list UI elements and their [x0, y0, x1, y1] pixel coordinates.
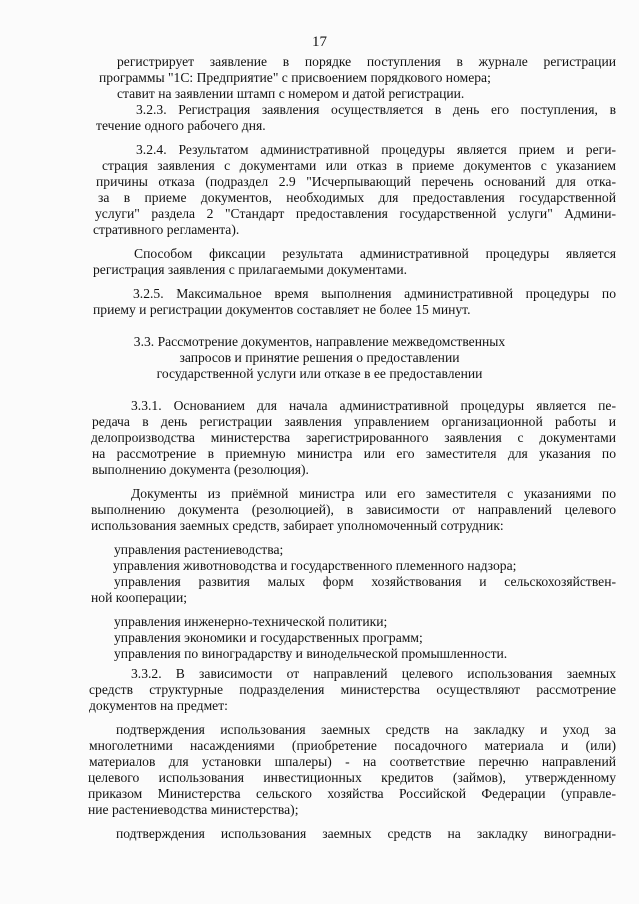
text-line: Документы из приёмной министра или его заместителя с указаниями по — [131, 486, 616, 501]
text-line: 3.3.1. Основанием для начала административной процедуры является пе- — [131, 398, 616, 413]
text-line: Способом фиксации результата административной процедуры является — [134, 246, 616, 261]
text-line: управления растениеводства; — [114, 542, 284, 557]
page-number: 17 — [312, 34, 327, 50]
text-line: ной кооперации; — [91, 590, 187, 605]
text-line: регистрирует заявление в порядке поступления в журнале регистрации — [117, 54, 616, 69]
text-line: средств структурные подразделения министерства осуществляют рассмотрение — [89, 682, 616, 697]
text-line: материалов для установки шпалеры) - на соответствие перечню направлений — [89, 754, 616, 769]
text-line: целевого использования инвестиционных кредитов (займов), утвержденному — [88, 770, 616, 785]
text-line: приему и регистрации документов составляет не более 15 минут. — [93, 302, 471, 317]
text-line: государственной услуги или отказе в ее предоставлении — [156, 366, 483, 381]
text-line: использования заемных средств, забирает уполномоченный сотрудник: — [91, 518, 504, 533]
text-line: управления инженерно-технической политики; — [114, 614, 388, 629]
text-line: делопроизводства министерства зарегистрированного заявления с документами — [91, 430, 616, 445]
text-line: страция заявления с документами или отказ в приеме документов с указанием — [102, 158, 616, 173]
text-line: 3.3.2. В зависимости от направлений целевого использования заемных — [131, 666, 616, 681]
text-line: подтверждения использования заемных средств на закладку и уход за — [116, 722, 616, 737]
text-line: управления экономики и государственных программ; — [114, 630, 423, 645]
text-line: 3.2.3. Регистрация заявления осуществляется в день его поступления, в — [136, 102, 616, 117]
text-line: ние растениеводства министерства); — [88, 802, 299, 817]
text-line: 3.2.4. Результатом административной процедуры является прием и реги- — [136, 142, 616, 157]
text-line: течение одного рабочего дня. — [96, 118, 266, 133]
text-line: редача в день регистрации заявления управлением организационной работы и — [92, 414, 616, 429]
text-line: запросов и принятие решения о предоставлении — [179, 350, 460, 365]
text-line: выполнению документа (резолюция). — [92, 462, 309, 477]
text-line: 3.3. Рассмотрение документов, направление межведомственных — [133, 334, 506, 349]
text-line: причины отказа (подраздел 2.9 "Исчерпывающий перечень оснований для отка- — [96, 174, 616, 189]
text-line: выполнению документа (резолюцией), в зависимости от направлений целевого — [91, 502, 616, 517]
text-line: за в приеме документов, необходимых для предоставления государственной — [98, 190, 616, 205]
text-line: 3.2.5. Максимальное время выполнения административной процедуры по — [133, 286, 616, 301]
text-line: документов на предмет: — [89, 698, 228, 713]
text-line: услуги" раздела 2 "Стандарт предоставления государственной услуги" Админи- — [95, 206, 616, 221]
text-line: многолетними насаждениями (приобретение посадочного материала и (или) — [89, 738, 616, 753]
text-line: управления развития малых форм хозяйствования и сельскохозяйствен- — [114, 574, 616, 589]
text-line: стративного регламента). — [93, 222, 240, 237]
text-line: управления по виноградарству и винодельческой промышленности. — [114, 646, 508, 661]
text-line: регистрация заявления с прилагаемыми документами. — [93, 262, 408, 277]
text-line: подтверждения использования заемных средств на закладку виноградни- — [116, 826, 616, 841]
text-line: на рассмотрение в приемную министра или его заместителя для указания по — [92, 446, 616, 461]
text-line: управления животноводства и государственного племенного надзора; — [113, 558, 517, 573]
text-line: ставит на заявлении штамп с номером и датой регистрации. — [117, 86, 465, 101]
text-line: приказом Министерства сельского хозяйства Российской Федерации (управле- — [88, 786, 616, 801]
text-line: программы "1С: Предприятие" с присвоением порядкового номера; — [99, 70, 491, 85]
